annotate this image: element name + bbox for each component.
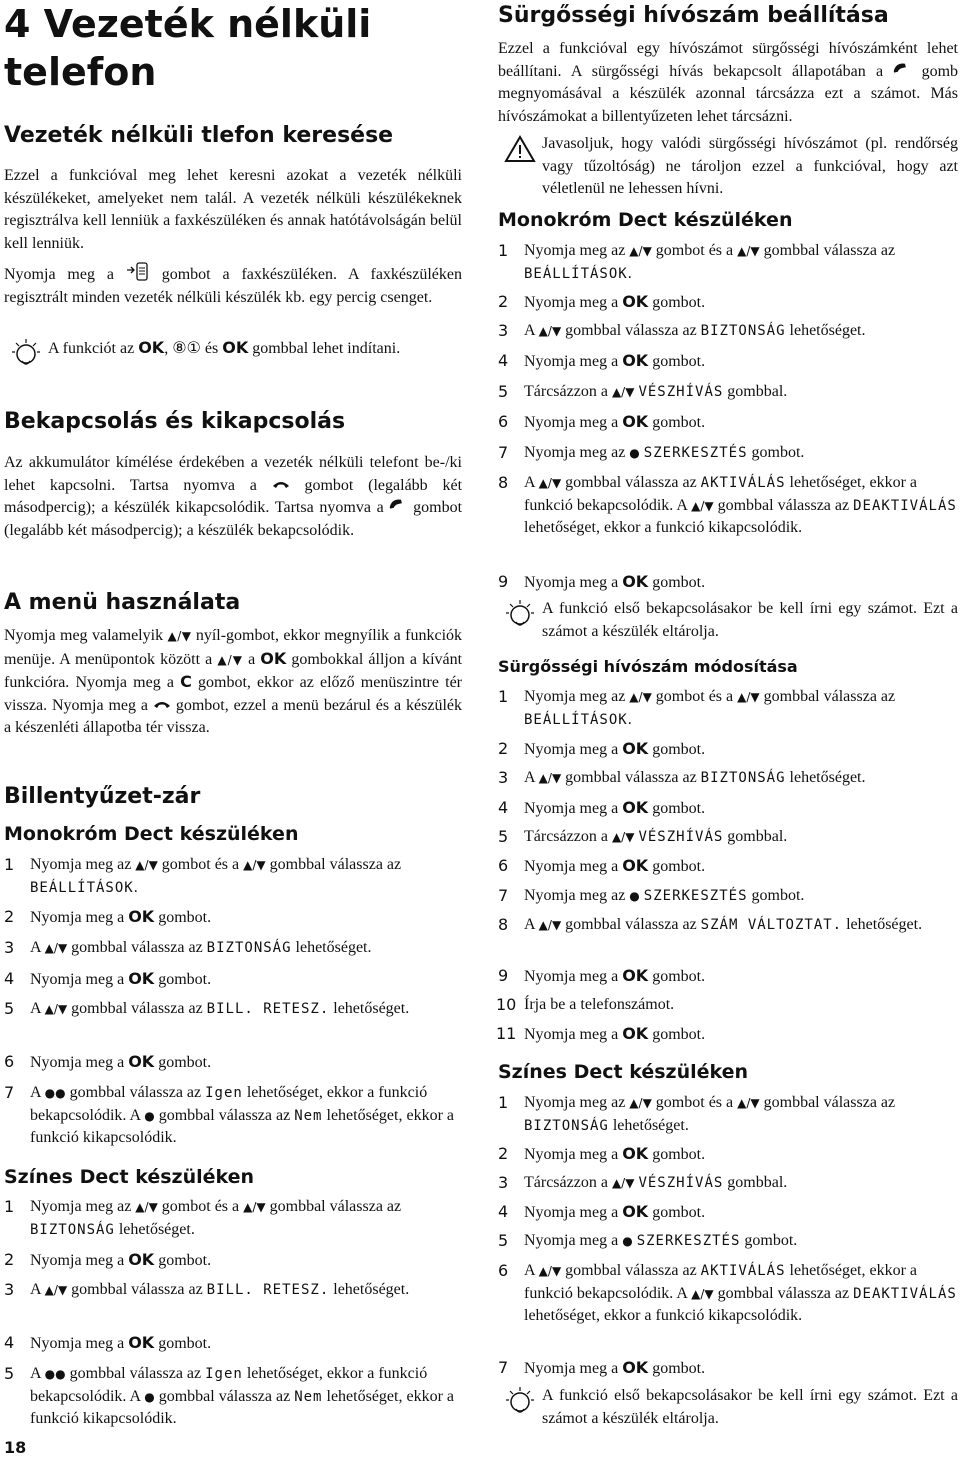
step-8: 8 A ▲/▼ gombbal válassza az SZÁM VÁLTOZTAT. lehetőséget. — [498, 915, 923, 934]
section-heading: Sürgősségi hívószám beállítása — [498, 3, 889, 28]
step-3: 3 Tárcsázzon a ▲/▼ VÉSZHÍVÁS gombbal. — [498, 1173, 788, 1192]
section-heading: Bekapcsolás és kikapcsolás — [4, 409, 346, 434]
step-4: 4 Nyomja meg a OK gombot. — [4, 969, 212, 988]
step-5: 5 A ▲/▼ gombbal válassza az BILL. RETESZ. lehetőséget. — [4, 999, 410, 1018]
step-9: 9 Nyomja meg a OK gombot. — [498, 966, 706, 985]
step-1: 1 Nyomja meg az ▲/▼ gombot és a ▲/▼ gombbal válassza az BIZTONSÁG lehetőséget. — [4, 1197, 402, 1238]
subsection-heading: Sürgősségi hívószám módosítása — [498, 657, 798, 676]
warning-triangle-icon — [504, 133, 536, 165]
step-7: 7 A ●● gombbal válassza az Igen lehetőséget, ekkor a funkció bekapcsolódik. A ● gombbal válassza az Nem lehetőséget, ekkor a funkció kikapcsolódik. — [4, 1083, 454, 1146]
step-1: 1 Nyomja meg az ▲/▼ gombot és a ▲/▼ gombbal válassza az BEÁLLÍTÁSOK. — [498, 687, 896, 728]
step-6: 6 A ▲/▼ gombbal válassza az AKTIVÁLÁS lehetőséget, ekkor a funkció bekapcsolódik. A ▲/▼ gombbal válassza az DEAKTIVÁLÁS lehetőséget, ekkor a funkció kikapcsolódik. — [498, 1261, 957, 1324]
step-7: 7 Nyomja meg a OK gombot. — [498, 1358, 706, 1377]
step-7: 7 Nyomja meg az ● SZERKESZTÉS gombot. — [498, 886, 805, 905]
step-3: 3 A ▲/▼ gombbal válassza az BIZTONSÁG lehetőséget. — [498, 768, 866, 787]
section-heading: Vezeték nélküli tlefon keresése — [4, 123, 394, 148]
chapter-title: 4 Vezeték nélküli telefon — [4, 2, 372, 94]
handset-search-icon — [126, 262, 150, 282]
paragraph: Nyomja meg valamelyik ▲/▼ nyíl-gombot, ekkor megnyílik a funkciók menüje. A menüpontok között a ▲/▼ a OK gombokkal álljon a kívánt funkcióra. Nyomja meg a C gombot, ekkor az előző menüszintre tér vissza. Nyomja meg a gombot, ezzel a menü bezárul és a készülék a készenléti állapotba tér vissza. — [4, 627, 463, 736]
step-4: 4 Nyomja meg a OK gombot. — [498, 1202, 706, 1221]
lightbulb-tip-icon — [504, 598, 536, 630]
step-5: 5 Tárcsázzon a ▲/▼ VÉSZHÍVÁS gombbal. — [498, 382, 788, 401]
step-2: 2 Nyomja meg a OK gombot. — [4, 907, 212, 926]
tip-note: A funkciót az OK, ⑧① és OK gombbal lehet indítani. — [4, 337, 462, 361]
keypad-keys: ⑧① — [172, 338, 201, 357]
hangup-icon — [272, 480, 290, 490]
subsection-heading: Színes Dect készüléken — [498, 1061, 749, 1083]
step-3: 3 A ▲/▼ gombbal válassza az BILL. RETESZ. lehetőséget. — [4, 1280, 410, 1299]
pickup-icon — [389, 498, 407, 512]
step-3: 3 A ▲/▼ gombbal válassza az BIZTONSÁG lehetőséget. — [498, 321, 866, 340]
section-heading: Billentyűzet-zár — [4, 784, 201, 809]
step-8: 8 A ▲/▼ gombbal válassza az AKTIVÁLÁS lehetőséget, ekkor a funkció bekapcsolódik. A ▲/▼ gombbal válassza az DEAKTIVÁLÁS lehetőséget, ekkor a funkció kikapcsolódik. — [498, 473, 957, 536]
step-5: 5 Nyomja meg a ● SZERKESZTÉS gombot. — [498, 1231, 798, 1250]
step-1: 1 Nyomja meg az ▲/▼ gombot és a ▲/▼ gombbal válassza az BEÁLLÍTÁSOK. — [4, 855, 402, 896]
step-2: 2 Nyomja meg a OK gombot. — [498, 1144, 706, 1163]
step-6: 6 Nyomja meg a OK gombot. — [498, 856, 706, 875]
section-heading: A menü használata — [4, 590, 241, 615]
hangup-icon — [153, 700, 171, 710]
warning-note: Javasoljuk, hogy valódi sürgősségi hívószámot (pl. rendőrség vagy tűzoltóság) ne tároljon ezzel a funkcióval, hogy azt véletlenül ne lehessen hívni. — [498, 133, 958, 201]
paragraph: Ezzel a funkcióval meg lehet keresni azokat a vezeték nélküli készülékeket, amelyeket nem talál. A vezeték nélküli készülékeknek regisztrálva kell lenniük a faxkészüléken és annak hatótávolságán belül kell lenniük. — [4, 167, 462, 252]
subsection-heading: Monokróm Dect készüléken — [4, 823, 299, 845]
step-1: 1 Nyomja meg az ▲/▼ gombot és a ▲/▼ gombbal válassza az BEÁLLÍTÁSOK. — [498, 241, 896, 282]
step-5: 5 A ●● gombbal válassza az Igen lehetőséget, ekkor a funkció bekapcsolódik. A ● gombbal válassza az Nem lehetőséget, ekkor a funkció kikapcsolódik. — [4, 1364, 454, 1427]
step-10: 10 Írja be a telefonszámot. — [496, 995, 675, 1014]
step-2: 2 Nyomja meg a OK gombot. — [498, 292, 706, 311]
lightbulb-tip-icon — [504, 1385, 536, 1417]
step-3: 3 A ▲/▼ gombbal válassza az BIZTONSÁG lehetőséget. — [4, 938, 372, 957]
pickup-icon — [893, 62, 911, 76]
up-down-arrow-icon: ▲/▼ — [217, 652, 244, 667]
page-number: 18 — [4, 1438, 27, 1457]
subsection-heading: Színes Dect készüléken — [4, 1166, 255, 1188]
step-4: 4 Nyomja meg a OK gombot. — [498, 798, 706, 817]
step-2: 2 Nyomja meg a OK gombot. — [498, 739, 706, 758]
lightbulb-tip-icon — [10, 337, 42, 369]
step-4: 4 Nyomja meg a OK gombot. — [4, 1333, 212, 1352]
step-7: 7 Nyomja meg az ● SZERKESZTÉS gombot. — [498, 443, 805, 462]
paragraph: Az akkumulátor kímélése érdekében a vezeték nélküli telefont be-/ki lehet kapcsolni. Tartsa nyomva a gombot (legalább két másodpercig); a készülék kikapcsolódik. Tartsa nyomva a gombot (legalább két másodpercig); a készülék bekapcsolódik. — [4, 454, 463, 539]
up-down-arrow-icon: ▲/▼ — [167, 629, 192, 643]
step-6: 6 Nyomja meg a OK gombot. — [498, 412, 706, 431]
step-5: 5 Tárcsázzon a ▲/▼ VÉSZHÍVÁS gombbal. — [498, 827, 788, 846]
step-4: 4 Nyomja meg a OK gombot. — [498, 351, 706, 370]
step-1: 1 Nyomja meg az ▲/▼ gombot és a ▲/▼ gombbal válassza az BIZTONSÁG lehetőséget. — [498, 1093, 896, 1134]
tip-note: A funkció első bekapcsolásakor be kell írni egy számot. Ezt a számot a készülék eltárolja. — [498, 1385, 958, 1430]
paragraph: Ezzel a funkcióval egy hívószámot sürgősségi hívószámként lehet beállítani. A sürgősségi hívás bekapcsolt állapotában a gomb megnyomásával a készülék azonnal tárcsázza ezt a számot. Más hívószámokat a billentyűzeten lehet tárcsázni. — [498, 40, 959, 125]
step-9: 9 Nyomja meg a OK gombot. — [498, 572, 706, 591]
tip-note: A funkció első bekapcsolásakor be kell írni egy számot. Ezt a számot a készülék eltárolja. — [498, 598, 958, 643]
subsection-heading: Monokróm Dect készüléken — [498, 209, 793, 231]
step-11: 11 Nyomja meg a OK gombot. — [496, 1024, 706, 1043]
paragraph: Nyomja meg a gombot a faxkészüléken. A faxkészüléken regisztrált minden vezeték nélküli készülék kb. egy percig csenget. — [4, 262, 462, 309]
step-2: 2 Nyomja meg a OK gombot. — [4, 1250, 212, 1269]
step-6: 6 Nyomja meg a OK gombot. — [4, 1052, 212, 1071]
